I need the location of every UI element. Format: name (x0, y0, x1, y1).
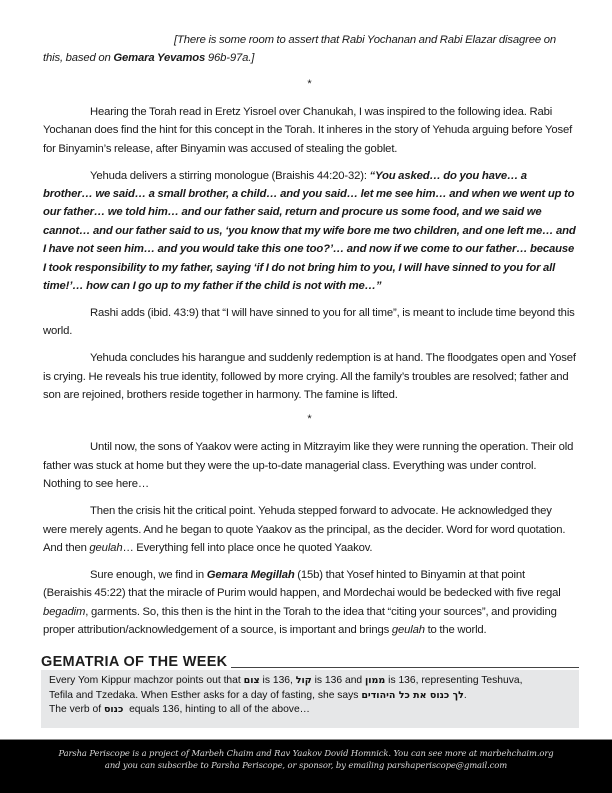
hebrew-kenos: כנוס (103, 704, 124, 716)
term-begadim: begadim (43, 605, 86, 618)
hebrew-tzom: צום (243, 675, 260, 686)
paragraph-4: Yehuda concludes his harangue and suddenly redemption is at hand. The floodgates open and Yosef is crying. He reveals his true identity, followed by more crying. All the family’s troubles are resolved; father and son are rejoined, brothers reside together in harmony. The famine is lifted. (43, 352, 576, 402)
gematria-line-2 (49, 689, 571, 704)
article-body (43, 31, 576, 648)
gematria-line-1 (49, 674, 571, 689)
paragraph-7-text-b: (15b) that Yosef hinted to Binyamin at that point (Beraishis 45:22) that the miracle of Purim would happen, and Mordechai would be bedecked with five regal (43, 568, 561, 600)
gem-text: is 136, (259, 675, 296, 686)
paragraph-6 (43, 502, 576, 557)
gematria-line-3 (49, 703, 571, 718)
paragraph-5: Until now, the sons of Yaakov were acting in Mitzrayim like they were running the operation. Their old father was stuck at home but they were the up-to-date managerial class. Everything was under control. Nothing to see here… (43, 441, 574, 491)
paragraph-7-text-c: , garments. So, this then is the hint in the Torah to the idea that “citing your sources”, and providing proper attribution/acknowledgement of a source, is important and brings (43, 605, 557, 637)
paragraph-2-intro: Yehuda delivers a stirring monologue (Braishis 44:20-32): (90, 169, 370, 182)
gematria-box (41, 670, 579, 728)
source-gemara-megillah: Gemara Megillah (206, 568, 295, 581)
gem-text: Tefila and Tzedaka. When Esther asks for a day of fasting, she says (49, 689, 362, 701)
gematria-section (41, 654, 579, 728)
note-text-end: 96b-97a.] (205, 52, 255, 65)
paragraph-2 (43, 167, 576, 296)
hebrew-kol: קול (295, 675, 312, 686)
section-separator-2: * (307, 413, 312, 426)
hebrew-mamon: ממון (365, 675, 386, 686)
yehuda-quote: “You asked… do you have… a brother… we said… a small brother, a child… and you said… let me see him… and when we went up to our father… we told him… and our father said, return and procure us some food, and we said we cannot… and our father said to us, ‘you know that my wife bore me two children, and one left me… and I have not seen him… and you would take this one too?’… and now if we come to our father… because I took responsibility to my father, saying ‘if I do not bring him to you, I will have sinned to you for all time!’… how can I go up to my father if the child is not with me…” (43, 169, 576, 293)
paragraph-7-text: Sure enough, we find in (90, 568, 207, 581)
page-footer (0, 739, 612, 793)
note-text: [There is some room to assert that Rabi Yochanan and Rabi Elazar disagree on this, based on (43, 34, 556, 65)
paragraph-3: Rashi adds (ibid. 43:9) that “I will have sinned to you for all time”, is meant to include time beyond this world. (43, 307, 575, 338)
term-geulah-2: geulah (391, 624, 425, 637)
gem-text: . (463, 689, 467, 701)
note-source: Gemara Yevamos (113, 52, 206, 65)
gematria-title: GEMATRIA OF THE WEEK (41, 654, 228, 670)
paragraph-1: Hearing the Torah read in Eretz Yisroel over Chanukah, I was inspired to the following idea. Rabi Yochanan does find the hint for this concept in the Torah. It inheres in the story of Yehuda arguing before Yosef for Binyamin’s release, after Binyamin was accused of stealing the goblet. (43, 105, 573, 155)
bracket-note (43, 31, 576, 68)
gem-text: Every Yom Kippur machzor points out that (49, 675, 244, 686)
footer-line-2: and you can subscribe to Parsha Periscope, or sponsor, by emailing parshaperiscope@gmail.com (104, 760, 508, 770)
paragraph-6-text: Then the crisis hit the critical point. Yehuda stepped forward to advocate. He acknowledged they were merely agents. And he began to quote Yaakov as the principal, as the decider. Word for word quotation. And then (43, 505, 566, 554)
paragraph-7-text-d: to the world. (424, 624, 487, 637)
footer-line-1: Parsha Periscope is a project of Marbeh Chaim and Rav Yaakov Dovid Homnick. You can see more at marbehchaim.org (58, 748, 554, 758)
title-rule (231, 667, 579, 668)
gem-text: is 136, representing Teshuva, (385, 675, 523, 686)
section-separator: * (307, 77, 312, 90)
gem-text: equals 136, hinting to all of the above… (123, 704, 310, 716)
gem-text: is 136 and (311, 675, 366, 686)
gematria-header (41, 654, 579, 670)
term-geulah: geulah (89, 541, 123, 554)
gem-text: The verb of (49, 704, 104, 716)
paragraph-6-text-end: … Everything fell into place once he quoted Yaakov. (122, 541, 373, 554)
hebrew-esther-quote: לך כנוס את כל היהודים (361, 689, 464, 701)
paragraph-7 (43, 566, 576, 640)
